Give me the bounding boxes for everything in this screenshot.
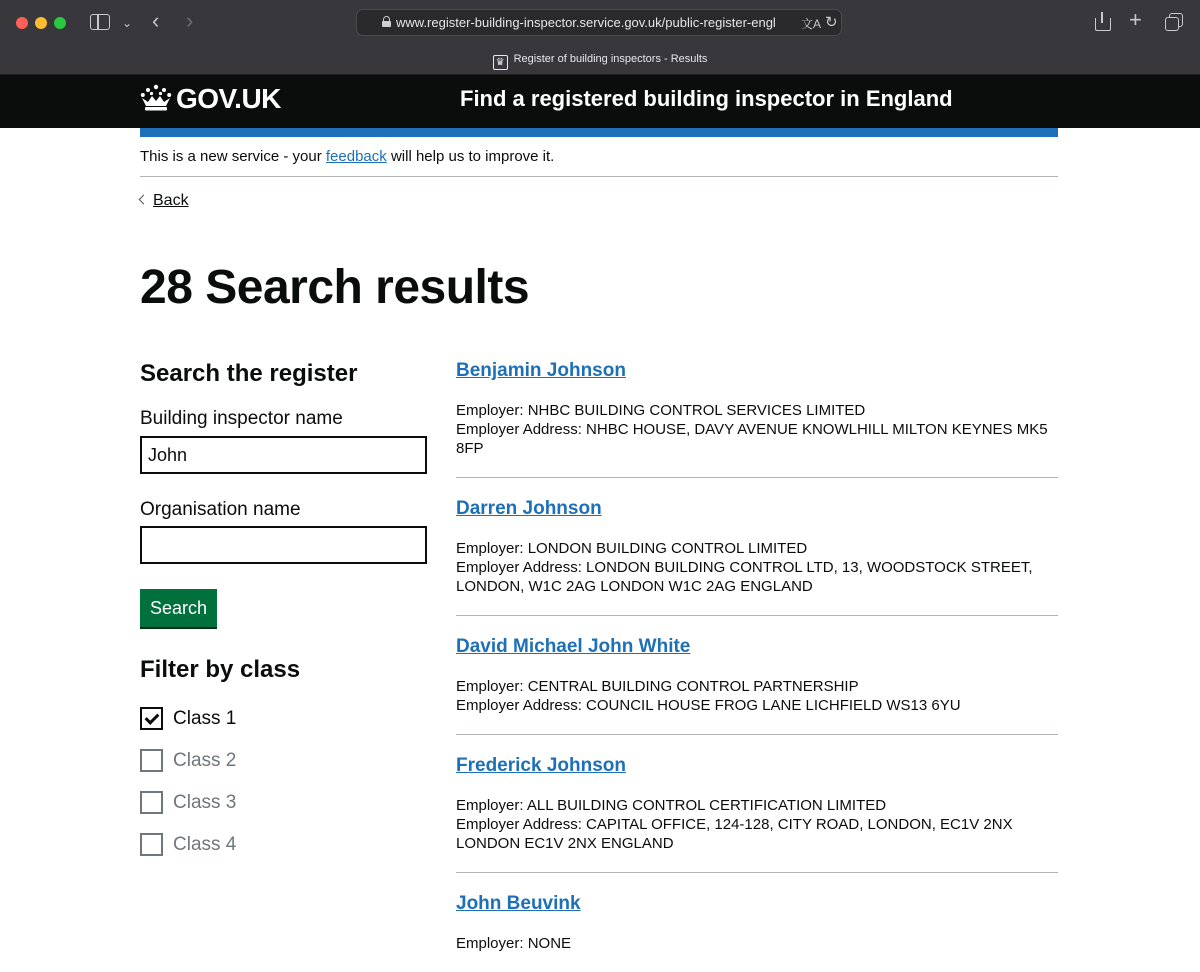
result-employer: Employer: LONDON BUILDING CONTROL LIMITED: [456, 540, 808, 557]
class-4-checkbox[interactable]: [140, 833, 163, 856]
result-employer: Employer: NONE: [456, 935, 572, 952]
close-window-button[interactable]: [16, 17, 28, 29]
header-blue-bar: [140, 128, 1058, 137]
back-link[interactable]: [140, 192, 189, 210]
minimize-window-button[interactable]: [35, 17, 47, 29]
class-1-label[interactable]: Class 1: [173, 708, 237, 729]
result-item: [456, 755, 1058, 873]
result-address: Employer Address: LONDON BUILDING CONTROL LTD, 13, WOODSTOCK STREET, LONDON, W1C 2AG LONDON W1C 2AG ENGLAND: [456, 559, 1033, 595]
page-title: 28 Search results: [140, 261, 530, 314]
result-name-link[interactable]: John Beuvink: [456, 893, 581, 914]
phase-banner-suffix: will help us to improve it.: [386, 148, 555, 165]
url-text[interactable]: www.register-building-inspector.service.gov.uk/public-register-engl: [396, 15, 776, 30]
lock-icon: [382, 16, 391, 27]
organisation-name-label: Organisation name: [140, 499, 301, 520]
result-employer: Employer: ALL BUILDING CONTROL CERTIFICATION LIMITED: [456, 797, 887, 814]
reload-icon[interactable]: ↻: [825, 14, 838, 31]
tab-title-text: Register of building inspectors - Results: [513, 53, 708, 65]
crown-icon: [140, 84, 172, 112]
class-2-label[interactable]: Class 2: [173, 750, 237, 771]
tab-overview-icon[interactable]: [1165, 13, 1182, 30]
result-name-link[interactable]: David Michael John White: [456, 636, 691, 657]
result-item: [456, 636, 1058, 735]
search-button[interactable]: Search: [140, 589, 217, 627]
class-1-checkbox-row[interactable]: [140, 707, 340, 731]
result-employer: Employer: NHBC BUILDING CONTROL SERVICES LIMITED: [456, 402, 866, 419]
class-3-checkbox[interactable]: [140, 791, 163, 814]
inspector-name-label: Building inspector name: [140, 408, 343, 429]
govuk-logo-link[interactable]: [140, 83, 281, 115]
back-link-label: Back: [153, 192, 189, 209]
result-name-link[interactable]: Benjamin Johnson: [456, 360, 626, 381]
result-address: Employer Address: COUNCIL HOUSE FROG LANE LICHFIELD WS13 6YU: [456, 697, 961, 714]
filter-heading: Filter by class: [140, 656, 301, 683]
browser-back-icon[interactable]: ‹: [152, 8, 160, 33]
result-name-link[interactable]: Frederick Johnson: [456, 755, 626, 776]
chevron-down-icon[interactable]: ⌄: [122, 16, 133, 30]
search-heading: Search the register: [140, 360, 358, 387]
sidebar-toggle-icon[interactable]: [90, 14, 110, 30]
phase-banner: [140, 148, 1058, 165]
result-employer: Employer: CENTRAL BUILDING CONTROL PARTNERSHIP: [456, 678, 859, 695]
active-tab[interactable]: [0, 53, 1200, 70]
share-icon[interactable]: [1094, 12, 1110, 30]
checkmark-icon: [145, 710, 160, 725]
phase-divider: [140, 176, 1058, 177]
govuk-header: [0, 75, 1200, 128]
result-item: [456, 498, 1058, 616]
feedback-link[interactable]: feedback: [325, 148, 387, 165]
organisation-name-input[interactable]: [140, 526, 427, 564]
class-1-checkbox[interactable]: [140, 707, 163, 730]
result-address: Employer Address: NHBC HOUSE, DAVY AVENUE KNOWLHILL MILTON KEYNES MK5 8FP: [456, 421, 1048, 457]
browser-forward-icon[interactable]: ›: [186, 8, 194, 33]
class-2-checkbox[interactable]: [140, 749, 163, 772]
result-address: Employer Address: CAPITAL OFFICE, 124-128, CITY ROAD, LONDON, EC1V 2NX LONDON EC1V 2NX ENGLAND: [456, 816, 1013, 852]
phase-banner-prefix: This is a new service - your: [140, 148, 326, 165]
result-item: [456, 893, 1058, 972]
result-item: [456, 360, 1058, 478]
inspector-name-input[interactable]: [140, 436, 427, 474]
class-4-label[interactable]: Class 4: [173, 834, 237, 855]
service-name-link[interactable]: Find a registered building inspector in England: [460, 86, 953, 111]
new-tab-icon[interactable]: +: [1129, 7, 1142, 32]
address-bar[interactable]: [356, 9, 842, 36]
class-3-label[interactable]: Class 3: [173, 792, 237, 813]
result-name-link[interactable]: Darren Johnson: [456, 498, 602, 519]
govuk-logo-text: GOV.UK: [176, 83, 281, 114]
class-3-checkbox-row[interactable]: [140, 791, 340, 815]
results-list: [456, 360, 1058, 972]
zoom-window-button[interactable]: [54, 17, 66, 29]
class-2-checkbox-row[interactable]: [140, 749, 340, 773]
class-4-checkbox-row[interactable]: [140, 833, 340, 857]
translate-icon[interactable]: 文A: [801, 17, 822, 31]
crown-favicon-icon: ♛: [493, 55, 508, 70]
chevron-left-icon: [139, 195, 149, 205]
browser-toolbar: [0, 0, 1200, 75]
